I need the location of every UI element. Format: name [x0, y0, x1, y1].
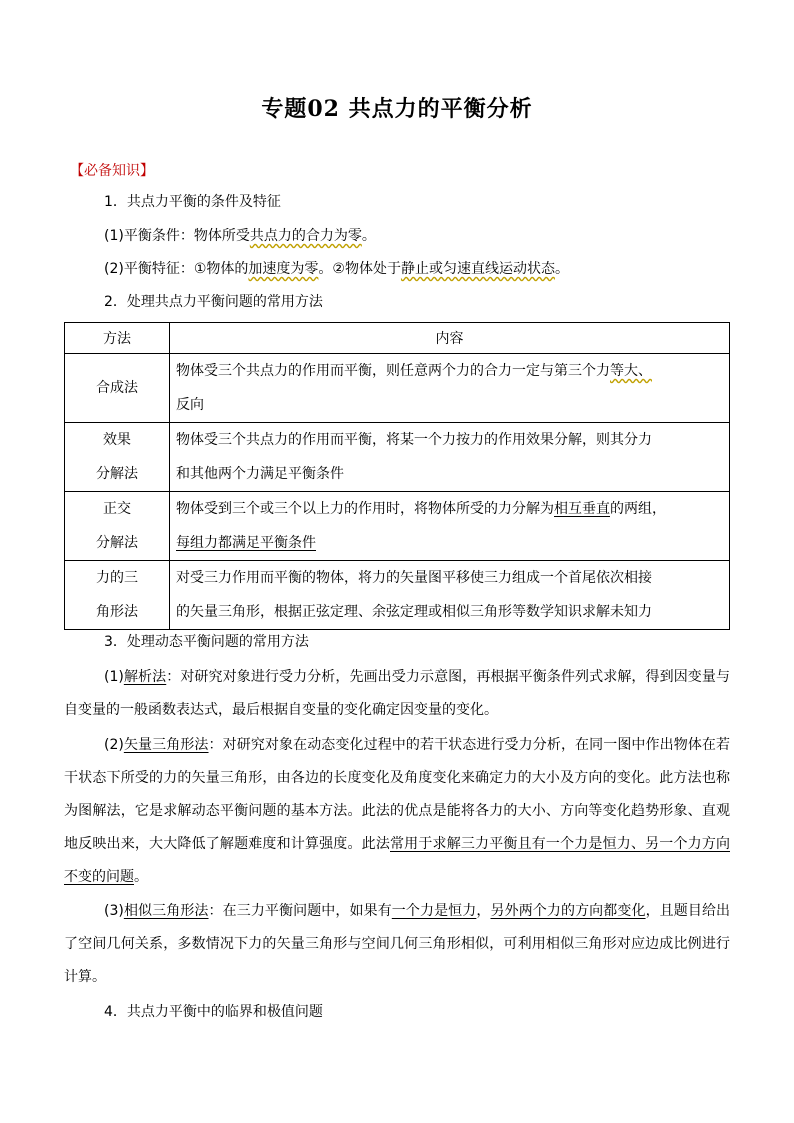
section-1-heading: 1．共点力平衡的条件及特征 [104, 194, 281, 210]
section-4-heading: 4．共点力平衡中的临界和极值问题 [104, 1004, 323, 1020]
section-tag: 【必备知识】 [70, 163, 154, 179]
key-phrase: 常用于求解三力平衡且有一个力是恒力、另一个力方向不变的问题 [64, 836, 730, 885]
method-cell: 力的三 角形法 [65, 561, 170, 630]
content-cell: 物体受三个共点力的作用而平衡，将某一个力按力的作用效果分解，则其分力 和其他两个力满足平衡条件 [170, 423, 730, 492]
content-cell: 对受三力作用而平衡的物体，将力的矢量图平移使三力组成一个首尾依次相接 的矢量三角形，根据正弦定理、余弦定理或相似三角形等数学知识求解未知力 [170, 561, 730, 630]
key-phrase: 相似三角形法 [123, 903, 209, 919]
section-2-heading: 2．处理共点力平衡问题的常用方法 [104, 294, 323, 310]
key-phrase: 矢量三角形法 [123, 737, 209, 753]
paragraph-similar-triangle-method: (3)相似三角形法：在三力平衡问题中，如果有一个力是恒力，另外两个力的方向都变化，且题目给出了空间几何关系，多数情况下力的矢量三角形与空间几何三角形相似，可利用相似三角形对应边成比例进行计算。 [64, 903, 731, 985]
page-title: 专题02 共点力的平衡分析 [261, 96, 533, 122]
column-header-content: 内容 [170, 323, 730, 354]
key-phrase: 等大、 [610, 363, 652, 379]
balance-condition: (1)平衡条件：物体所受共点力的合力为零。 [104, 228, 376, 244]
key-phrase: 静止或匀速直线运动状态 [400, 261, 555, 277]
column-header-method: 方法 [65, 323, 170, 354]
content-cell: 物体受到三个或三个以上力的作用时，将物体所受的力分解为相互垂直的两组， 每组力都满足平衡条件 [170, 492, 730, 561]
key-phrase: 一个力是恒力 [391, 903, 477, 919]
balance-feature: (2)平衡特征：①物体的加速度为零。②物体处于静止或匀速直线运动状态。 [104, 261, 569, 277]
method-cell: 正交 分解法 [65, 492, 170, 561]
table-row [65, 423, 730, 492]
paragraph-vector-triangle-method: (2)矢量三角形法：对研究对象在动态变化过程中的若干状态进行受力分析，在同一图中作出物体在若干状态下所受的力的矢量三角形，由各边的长度变化及角度变化来确定力的大小及方向的变化。此方法也称为图解法，它是求解动态平衡问题的基本方法。此法的优点是能将各力的大小、方向等变化趋势形象、直观地反映出来，大大降低了解题难度和计算强度。此法常用于求解三力平衡且有一个力是恒力、另一个力方向不变的问题。 [64, 737, 731, 885]
table-row [65, 354, 730, 423]
method-cell: 效果 分解法 [65, 423, 170, 492]
table-row [65, 561, 730, 630]
methods-table [64, 322, 730, 630]
key-phrase: 另外两个力的方向都变化 [490, 903, 646, 919]
method-cell: 合成法 [65, 354, 170, 423]
content-cell: 物体受三个共点力的作用而平衡，则任意两个力的合力一定与第三个力等大、 反向 [170, 354, 730, 423]
table-row [65, 492, 730, 561]
key-phrase: 每组力都满足平衡条件 [176, 535, 316, 551]
key-phrase: 加速度为零 [248, 261, 319, 277]
paragraph-analytic-method: (1)解析法：对研究对象进行受力分析，先画出受力示意图，再根据平衡条件列式求解，得到因变量与自变量的一般函数表达式，最后根据自变量的变化确定因变量的变化。 [64, 669, 731, 718]
key-phrase: 相互垂直 [554, 501, 610, 517]
key-phrase: 共点力的合力为零 [249, 228, 362, 244]
table-header-row [65, 323, 730, 354]
key-phrase: 解析法 [123, 669, 167, 685]
section-3-heading: 3．处理动态平衡问题的常用方法 [104, 634, 309, 650]
